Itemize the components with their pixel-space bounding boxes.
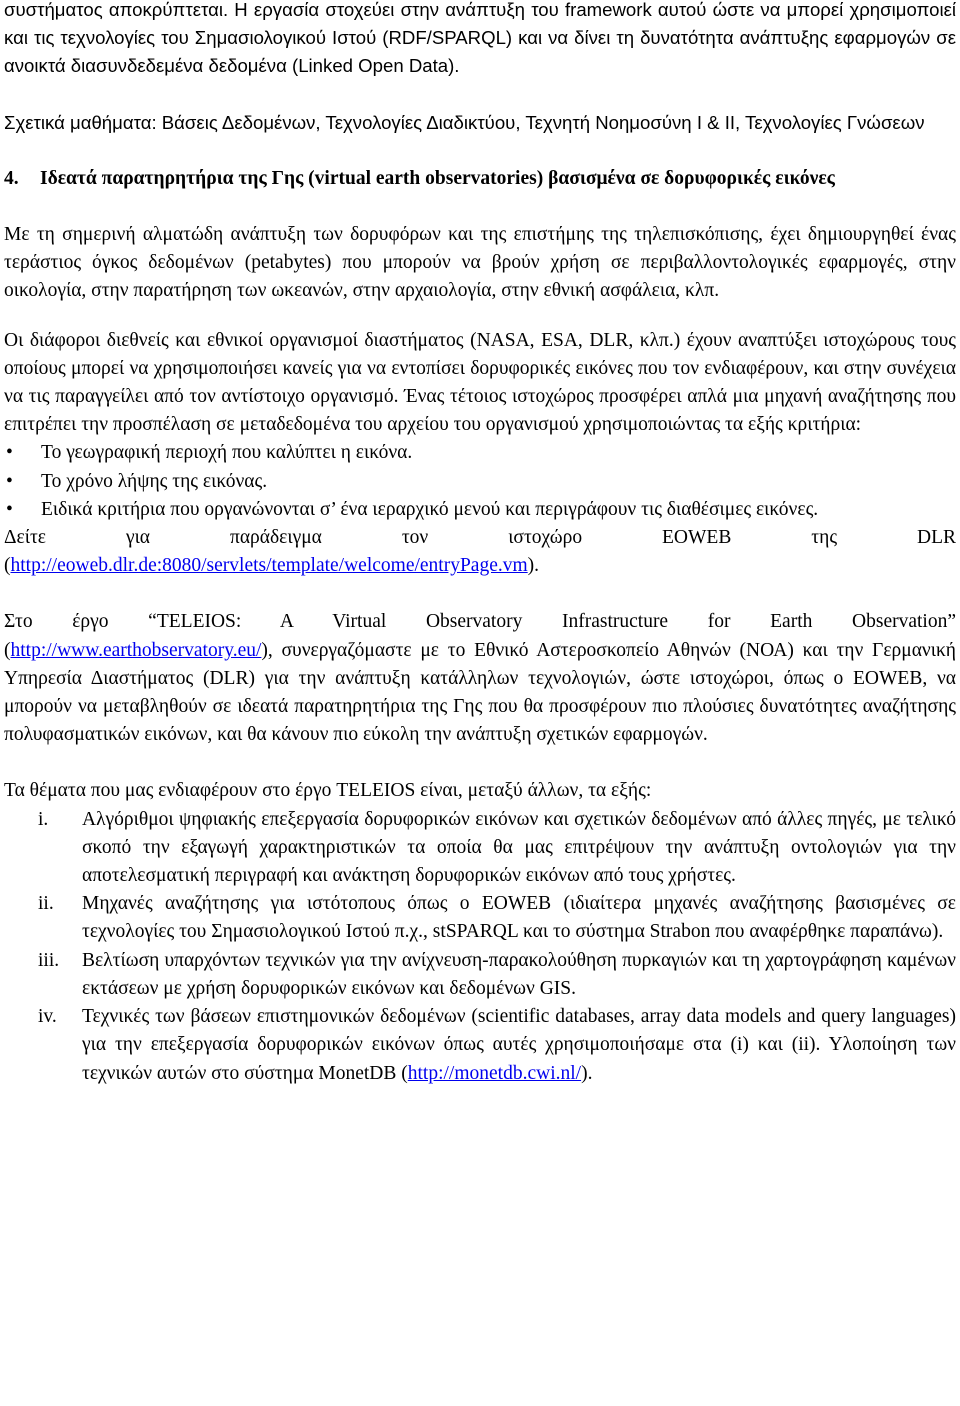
section-title: Ιδεατά παρατηρητήρια της Γης (virtual earth observatories) βασισμένα σε δορυφορικές εικόνες	[40, 167, 835, 189]
paragraph-satellite-data: Με τη σημερινή αλματώδη ανάπτυξη των δορυφόρων και της επιστήμης της τηλεπισκόπισης, έχει δημιουργηθεί ένας τεράστιος όγκος δεδομένων (petabytes) που μπορούν να βρούν χρήση σε περιβαλλοντολογικές εφαρμογές, στην οικολογία, στην παρατήρηση των ωκεανών, στην αρχαιολογία, στην εθνική ασφάλεια, κλπ.	[4, 224, 956, 302]
topic-text: Αλγόριθμοι ψηφιακής επεξεργασία δορυφορικών εικόνων και σχετικών δεδομένων από άλλες πηγές, με τελικό σκοπό την εξαγωγή χαρακτηριστικών τα οποία θα μας επιτρέψουν την ανάπτυξη οντολογιών για την αποτελεσματική περιγραφή και ανάκτηση δορυφορικών εικόνων από τους χρήστες.	[82, 808, 956, 887]
teleios-description: ), συνεργαζόμαστε με το Εθνικό Αστεροσκοπείο Αθηνών (ΝΟΑ) και την Γερμανική Υπηρεσία Διαστήματος (DLR) για την ανάπτυξη κατάλληλων τεχνολογιών, ώστε ιστοχώροι, όπως ο EOWEB, να μπορούν να μεταβληθούν σε ιδεατά παρατηρητήρια της Γης που θα προσφέρουν πιο πλούσιες δυνατότητες αναζήτησης πολυφασματικών εικόνων, και θα κάνουν πιο εύκολη την ανάπτυξη σχετικών εφαρμογών.	[4, 639, 956, 746]
section-number: 4.	[4, 167, 19, 189]
topic-text	[82, 1003, 956, 1088]
monetdb-close-paren: ).	[581, 1062, 593, 1084]
intro-paragraph: συστήματος αποκρύπτεται. Η εργασία στοχεύει στην ανάπτυξη του framework αυτού ώστε να μπορεί χρησιμοποιεί και τις τεχνολογίες του Σημασιολογικού Ιστού (RDF/SPARQL) και να δίνει τη δυνατότητα ανάπτυξης εφαρμογών σε ανοικτά διασυνδεδεμένα δεδομένα (Linked Open Data).	[4, 0, 956, 77]
topics-intro: Τα θέματα που μας ενδιαφέρουν στο έργο TELEIOS είναι, μεταξύ άλλων, τα εξής:	[4, 780, 652, 802]
list-item	[4, 468, 956, 496]
section-heading	[4, 165, 956, 193]
monetdb-link[interactable]: http://monetdb.cwi.nl/	[407, 1062, 582, 1084]
bullet-icon: •	[6, 498, 13, 520]
list-item	[4, 439, 956, 467]
topic-text: Μηχανές αναζήτησης για ιστότοπους όπως ο EOWEB (ιδιαίτερα μηχανές αναζήτησης βασισμένες σε τεχνολογίες του Σημασιολογικού Ιστού π.χ., stSPARQL και το σύστημα Strabon που αναφέρθηκε παραπάνω).	[82, 893, 956, 943]
criteria-text: Το χρόνο λήψης της εικόνας.	[41, 470, 268, 492]
criteria-text: Ειδικά κριτήρια που οργανώνονται σ’ ένα ιεραρχικό μενού και περιγράφουν τις διαθέσιμες εικόνες.	[41, 498, 819, 520]
monetdb-open-paren: (	[396, 1062, 408, 1084]
list-item	[4, 1003, 956, 1088]
paragraph-space-agencies: Οι διάφοροι διεθνείς και εθνικοί οργανισμοί διαστήματος (NASA, ESA, DLR, κλπ.) έχουν αναπτύξει ιστοχώρους τους οποίους μπορεί να χρησιμοποιήσει κανείς για να εντοπίσει δορυφορικές εικόνες που τον ενδιαφέρουν, και στην συνέχεια να τις παραγγείλει από τον αντίστοιχο οργανισμό. Ένας τέτοιος ιστοχώρος προσφέρει απλά μια μηχανή αναζήτησης που επιτρέπει την προσπέλαση σε μεταδεδομένα του αρχείου του οργανισμού χρησιμοποιώντας τα εξής κριτήρια:	[4, 329, 956, 436]
roman-numeral: ii.	[38, 893, 54, 915]
see-example-text: Δείτε για παράδειγμα τον ιστοχώρο EOWEB της DLR	[4, 527, 956, 549]
roman-numeral: iii.	[38, 949, 60, 971]
teleios-paragraph	[4, 637, 956, 750]
eoweb-close-paren: ).	[527, 555, 540, 577]
bullet-icon: •	[6, 442, 13, 464]
criteria-text: Το γεωγραφική περιοχή που καλύπτει η εικόνα.	[41, 442, 413, 464]
roman-numeral: iv.	[38, 1006, 57, 1028]
topic-text: Βελτίωση υπαρχόντων τεχνικών για την ανίχνευση-παρακολούθηση πυρκαγιών και τη χαρτογράφηση καμένων εκτάσεων με χρήση δορυφορικών εικόνων και δεδομένων GIS.	[82, 949, 956, 999]
eoweb-link-line	[4, 552, 956, 580]
roman-numeral: i.	[38, 808, 49, 830]
list-item	[4, 806, 956, 891]
list-item	[4, 496, 956, 524]
bullet-icon: •	[6, 470, 13, 492]
teleios-open-paren: (	[4, 639, 11, 661]
related-courses: Σχετικά μαθήματα: Βάσεις Δεδομένων, Τεχνολογίες Διαδικτύου, Τεχνητή Νοημοσύνη Ι & ΙΙ, Τεχνολογίες Γνώσεων	[4, 111, 925, 133]
list-item	[4, 890, 956, 946]
earthobservatory-link[interactable]: http://www.earthobservatory.eu/	[10, 639, 262, 661]
eoweb-link[interactable]: http://eoweb.dlr.de:8080/servlets/template/welcome/entryPage.vm	[10, 555, 528, 577]
teleios-project-title: Στο έργο “TELEIOS: A Virtual Observatory Infrastructure for Earth Observation”	[4, 611, 956, 633]
topics-list	[4, 806, 956, 1088]
eoweb-open-paren: (	[4, 555, 11, 577]
monetdb-topic-text: Τεχνικές των βάσεων επιστημονικών δεδομένων (scientific databases, array data models and query languages) για την επεξεργασία δορυφορικών εικόνων όπως αυτές χρησιμοποιήσαμε στα (i) και (ii). Υλοποίηση των τεχνικών αυτών στο σύστημα MonetDB	[82, 1006, 956, 1084]
document-page	[4, 0, 956, 1088]
list-item	[4, 947, 956, 1003]
criteria-list	[4, 439, 956, 524]
